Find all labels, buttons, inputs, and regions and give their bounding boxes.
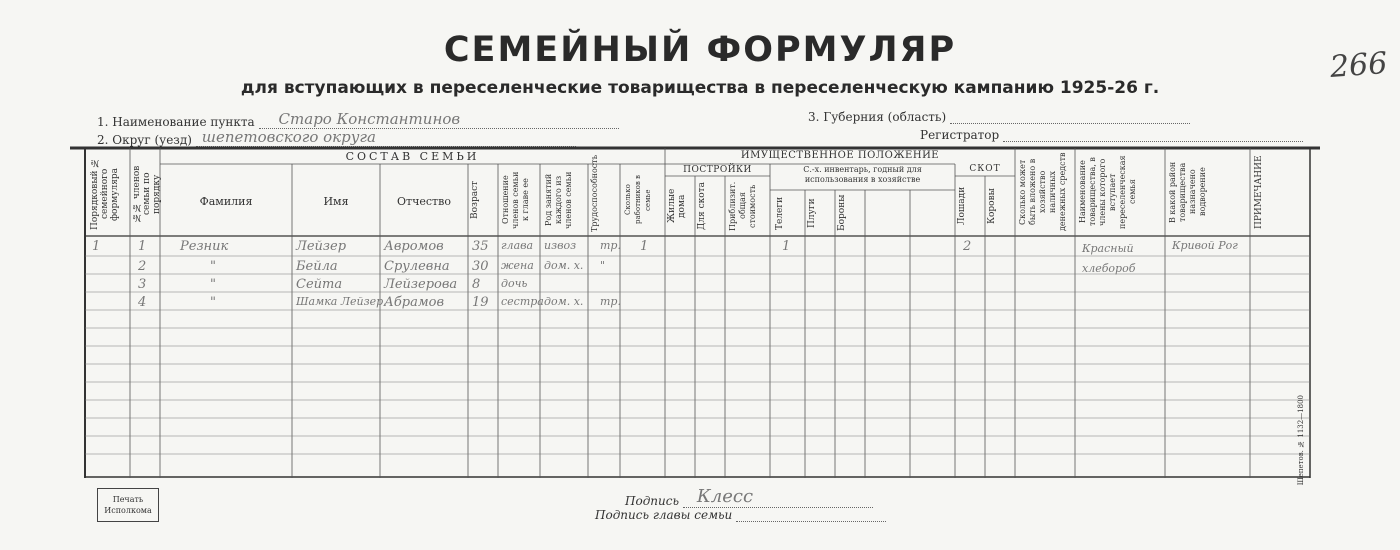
col-age: Возраст [470,180,480,220]
registrar-label: Регистратор [920,128,1000,142]
cell-surname: Резник [180,239,229,254]
district-field [97,128,576,147]
cell-occupation: извоз [544,239,577,252]
col-ploughs: Плуги [807,198,817,228]
cell-form-no: 1 [92,239,101,254]
cell-workers: 1 [640,239,649,254]
cell-occupation: дом. х. [544,295,584,308]
page-number: 266 [1328,46,1389,85]
stamp-box: Печать Исполкома [97,488,159,522]
col-ability: Трудоспособность [590,154,599,232]
col-relation: Отношение членов семьи к главе ее [501,171,530,229]
head-signature-label: Подпись главы семьи [595,508,733,522]
cell-ability: тр. [600,239,621,252]
cell-relation: дочь [501,277,528,290]
group-property: ИМУЩЕСТВЕННОЕ ПОЛОЖЕНИЕ [740,150,940,161]
cell-member-no: 3 [138,277,147,292]
col-patronymic: Отчество [397,195,451,208]
signature-label: Подпись [625,494,680,508]
group-buildings: ПОСТРОЙКИ [683,165,752,175]
cell-partnership: Красный хлебороб [1082,242,1136,275]
cell-carts: 1 [782,239,791,254]
cell-member-no: 4 [138,295,147,310]
cell-name: Сейта [296,277,343,292]
col-region: В какой район товарищества назначено водворение [1168,161,1207,223]
point-value: Старо Константинов [278,110,461,128]
group-inventory: С.-х. инвентарь, годный для использования в хозяйстве [803,165,922,184]
cell-name: Шамка Лейзер. [296,295,387,308]
form-title: СЕМЕЙНЫЙ ФОРМУЛЯР [443,30,957,70]
cell-region: Кривой Рог [1172,239,1238,252]
group-family: СОСТАВ СЕМЬИ [345,150,480,163]
col-form-no: Порядковый № семейного формуляра [90,157,120,231]
col-workers: Сколько работников в семье [624,175,652,225]
col-partnership: Наименование товарищества, в члены которого вступает переселенческая семья [1078,155,1137,229]
head-signature-field [595,508,886,522]
col-money: Сколько может быть вложено в хозяйство наличных денежных средств [1018,152,1067,232]
point-label: 1. Наименование пункта [97,115,255,129]
col-houses: Жилые дома [667,188,687,224]
cell-member-no: 1 [138,239,147,254]
col-name: Имя [323,195,349,208]
cell-surname: " [210,295,216,310]
cell-surname: " [210,259,216,274]
cell-age: 8 [472,277,481,292]
col-surname: Фамилия [199,195,253,208]
cell-relation: сестра [501,295,544,308]
cell-ability: тр. [600,295,621,308]
cell-name: Бейла [296,259,338,274]
cell-age: 35 [472,239,489,254]
cell-name: Лейзер [296,239,347,254]
print-info: Шепетов. № 1132—1800 [1297,395,1305,486]
cell-occupation: дом. х. [544,259,584,272]
cell-patronymic: Авромов [384,239,444,254]
province-field [808,110,1190,124]
col-occupation: Род занятий каждого из членов семьи [544,171,573,229]
cell-surname: " [210,277,216,292]
cell-relation: глава [501,239,534,252]
cell-member-no: 2 [138,259,147,274]
col-harrows: Бороны [837,194,847,232]
col-value: Приблизит. общая стоимость [728,181,757,231]
cell-ability: " [600,259,606,272]
col-member-no: №№ членов семьи по порядку [132,165,162,223]
cell-horses: 2 [963,239,972,254]
district-label: 2. Округ (уезд) [97,133,192,147]
col-note: ПРИМЕЧАНИЕ [1254,155,1264,229]
district-value: шепетовского округа [201,128,376,146]
group-livestock: СКОТ [969,164,1001,174]
form-subtitle: для вступающих в переселенческие товарищества в переселенческую кампанию 1925-26 г. [240,78,1160,98]
signature-value: Клесс [696,486,754,507]
point-field [97,110,619,129]
cell-age: 19 [472,295,489,310]
col-cattle-sheds: Для скота [697,182,707,231]
province-label: 3. Губерния (область) [808,110,947,124]
cell-patronymic: Лейзерова [384,277,458,292]
cell-patronymic: Абрамов [384,295,445,310]
col-horses: Лошади [957,186,967,226]
registrar-field [920,128,1303,142]
cell-relation: жена [501,259,534,272]
signature-field [625,486,873,508]
cell-age: 30 [472,259,489,274]
col-carts: Телеги [775,196,785,230]
family-table [70,146,1320,478]
col-cows: Коровы [987,188,997,224]
cell-patronymic: Срулевна [384,259,450,274]
